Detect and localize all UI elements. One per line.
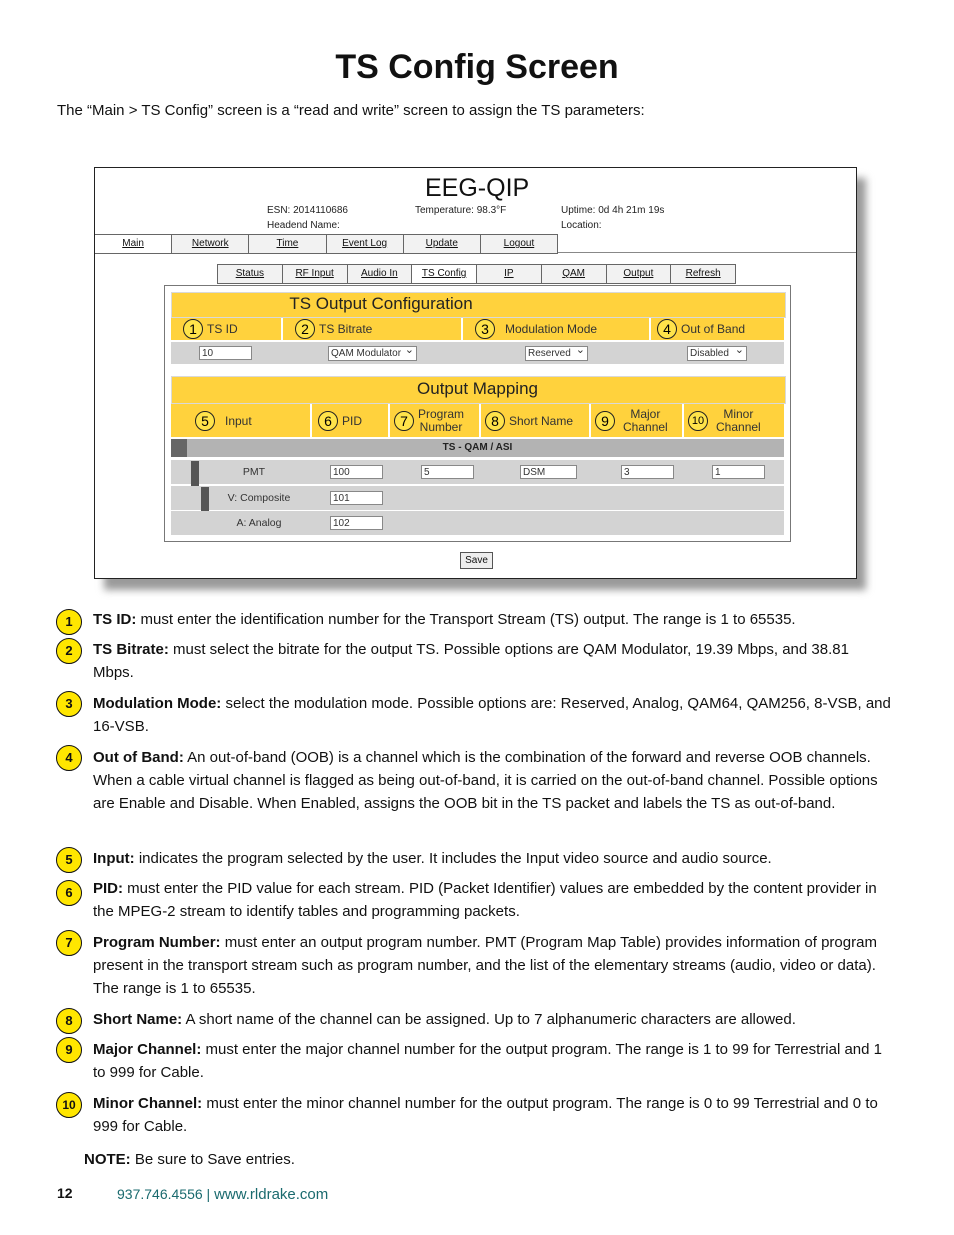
tab-rf-input[interactable]: RF Input <box>283 265 348 283</box>
description-major-channel: Major Channel: must enter the major channel number for the output program. The range is 1 to 99 for Terrestrial and 1 to 999 for Cable. <box>93 1041 882 1081</box>
header-input: 5 Input <box>171 404 312 437</box>
header-minor-channel: 10 Minor Channel <box>684 404 784 437</box>
short-name-input[interactable]: DSM <box>520 465 577 479</box>
description-pid: PID: must enter the PID value for each stream. PID (Packet Identifier) values are embedded by the content provider in the MPEG-2 stream to identify tables and programming packets. <box>93 880 877 920</box>
tab-qam[interactable]: QAM <box>542 265 607 283</box>
page-title: TS Config Screen <box>335 48 619 86</box>
page-number: 12 <box>57 1185 73 1201</box>
callout-5: 5 <box>195 411 215 431</box>
location-text: Location: <box>561 220 602 231</box>
intro-text: The “Main > TS Config” screen is a “read and write” screen to assign the TS parameters: <box>57 102 645 119</box>
audio-label: A: Analog <box>236 517 282 529</box>
badge-10: 10 <box>56 1092 82 1118</box>
callout-7: 7 <box>394 411 414 431</box>
top-nav <box>95 234 558 254</box>
uptime-text: Uptime: 0d 4h 21m 19s <box>561 205 665 216</box>
config-panel <box>164 285 791 542</box>
callout-9: 9 <box>595 411 615 431</box>
phone-text: 937.746.4556 | <box>117 1186 215 1202</box>
modulation-mode-select[interactable]: Reserved ⌄ <box>525 346 588 361</box>
audio-pid-input[interactable]: 102 <box>330 516 383 530</box>
callout-8: 8 <box>485 411 505 431</box>
output-mapping-title: Output Mapping <box>417 379 538 398</box>
program-number-input[interactable]: 5 <box>421 465 474 479</box>
header-out-of-band: 4 Out of Band <box>651 318 784 340</box>
description-ts-bitrate: TS Bitrate: must select the bitrate for the output TS. Possible options are QAM Modulator, 19.39 Mbps, and 38.81 Mbps. <box>93 641 849 681</box>
badge-9: 9 <box>56 1037 82 1063</box>
badge-5: 5 <box>56 847 82 873</box>
website-link[interactable]: www.rldrake.com <box>214 1186 329 1203</box>
header-program-number: 7 Program Number <box>390 404 481 437</box>
callout-1: 1 <box>183 319 203 339</box>
nav-network[interactable]: Network <box>172 235 249 253</box>
tab-refresh[interactable]: Refresh <box>671 265 735 283</box>
contact-footer <box>117 1186 328 1203</box>
description-short-name: Short Name: A short name of the channel can be assigned. Up to 7 alphanumeric characters are allowed. <box>93 1011 796 1028</box>
description-minor-channel: Minor Channel: must enter the minor channel number for the output program. The range is 0 to 99 Terrestrial and 0 to 999 for Cable. <box>93 1095 878 1135</box>
tab-status[interactable]: Status <box>218 265 283 283</box>
header-major-channel: 9 Major Channel <box>591 404 684 437</box>
pmt-label: PMT <box>242 466 266 478</box>
app-name: EEG-QIP <box>425 174 530 202</box>
minor-channel-input[interactable]: 1 <box>712 465 765 479</box>
badge-8: 8 <box>56 1008 82 1034</box>
out-of-band-select[interactable]: Disabled ⌄ <box>687 346 747 361</box>
video-pid-input[interactable]: 101 <box>330 491 383 505</box>
badge-1: 1 <box>56 609 82 635</box>
pmt-pid-input[interactable]: 100 <box>330 465 383 479</box>
description-input: Input: indicates the program selected by the user. It includes the Input video source and audio source. <box>93 850 772 867</box>
note: NOTE: Be sure to Save entries. <box>84 1151 295 1168</box>
header-modulation-mode: 3 Modulation Mode <box>463 318 651 340</box>
headend-text: Headend Name: <box>267 220 340 231</box>
nav-event-log[interactable]: Event Log <box>327 235 404 253</box>
header-ts-bitrate: 2 TS Bitrate <box>283 318 463 340</box>
tab-ts-config[interactable]: TS Config <box>412 265 477 283</box>
video-label: V: Composite <box>227 492 291 504</box>
nav-update[interactable]: Update <box>404 235 481 253</box>
description-modulation-mode: Modulation Mode: select the modulation mode. Possible options are: Reserved, Analog, QAM64, QAM256, 8-VSB, and 16-VSB. <box>93 695 891 735</box>
temperature-text: Temperature: 98.3°F <box>415 205 507 216</box>
save-button[interactable]: Save <box>460 552 493 569</box>
nav-divider <box>558 252 856 253</box>
description-out-of-band: Out of Band: An out-of-band (OOB) is a channel which is the combination of the forward and reverse OOB channels. When a cable virtual channel is flagged as being out-of-band, it is carried on the out-of-band channel. Possible options are Enable and Disable. When Enabled, assigns the OOB bit in the TS packet and labels the TS as out-of-band. <box>93 749 878 812</box>
tab-output[interactable]: Output <box>607 265 672 283</box>
description-ts-id: TS ID: must enter the identification number for the Transport Stream (TS) output. The range is 1 to 65535. <box>93 611 796 628</box>
output-config-title: TS Output Configuration <box>289 294 473 313</box>
esn-text: ESN: 2014110686 <box>267 205 348 216</box>
nav-main[interactable]: Main <box>95 235 172 253</box>
callout-2: 2 <box>295 319 315 339</box>
description-program-number: Program Number: must enter an output program number. PMT (Program Map Table) provides information of program present in the transport stream such as program number, and the list of the elementary streams (audio, video or data). The range is 1 to 65535. <box>93 934 877 997</box>
badge-7: 7 <box>56 930 82 956</box>
ts-row-marker <box>171 439 187 457</box>
nav-logout[interactable]: Logout <box>481 235 558 253</box>
ts-config-screenshot <box>94 167 857 579</box>
major-channel-input[interactable]: 3 <box>621 465 674 479</box>
nav-time[interactable]: Time <box>249 235 326 253</box>
badge-2: 2 <box>56 638 82 664</box>
ts-label-bar: TS - QAM / ASI <box>171 439 784 457</box>
header-pid: 6 PID <box>312 404 390 437</box>
header-ts-id: 1 TS ID <box>171 318 283 340</box>
header-short-name: 8 Short Name <box>481 404 591 437</box>
tab-ip[interactable]: IP <box>477 265 542 283</box>
ts-bitrate-select[interactable]: QAM Modulator ⌄ <box>328 346 417 361</box>
badge-3: 3 <box>56 691 82 717</box>
badge-4: 4 <box>56 745 82 771</box>
sub-nav <box>217 264 736 284</box>
badge-6: 6 <box>56 880 82 906</box>
callout-6: 6 <box>318 411 338 431</box>
callout-3: 3 <box>475 319 495 339</box>
callout-4: 4 <box>657 319 677 339</box>
callout-10: 10 <box>688 411 708 431</box>
tab-audio-in[interactable]: Audio In <box>348 265 413 283</box>
ts-id-input[interactable]: 10 <box>199 346 252 360</box>
